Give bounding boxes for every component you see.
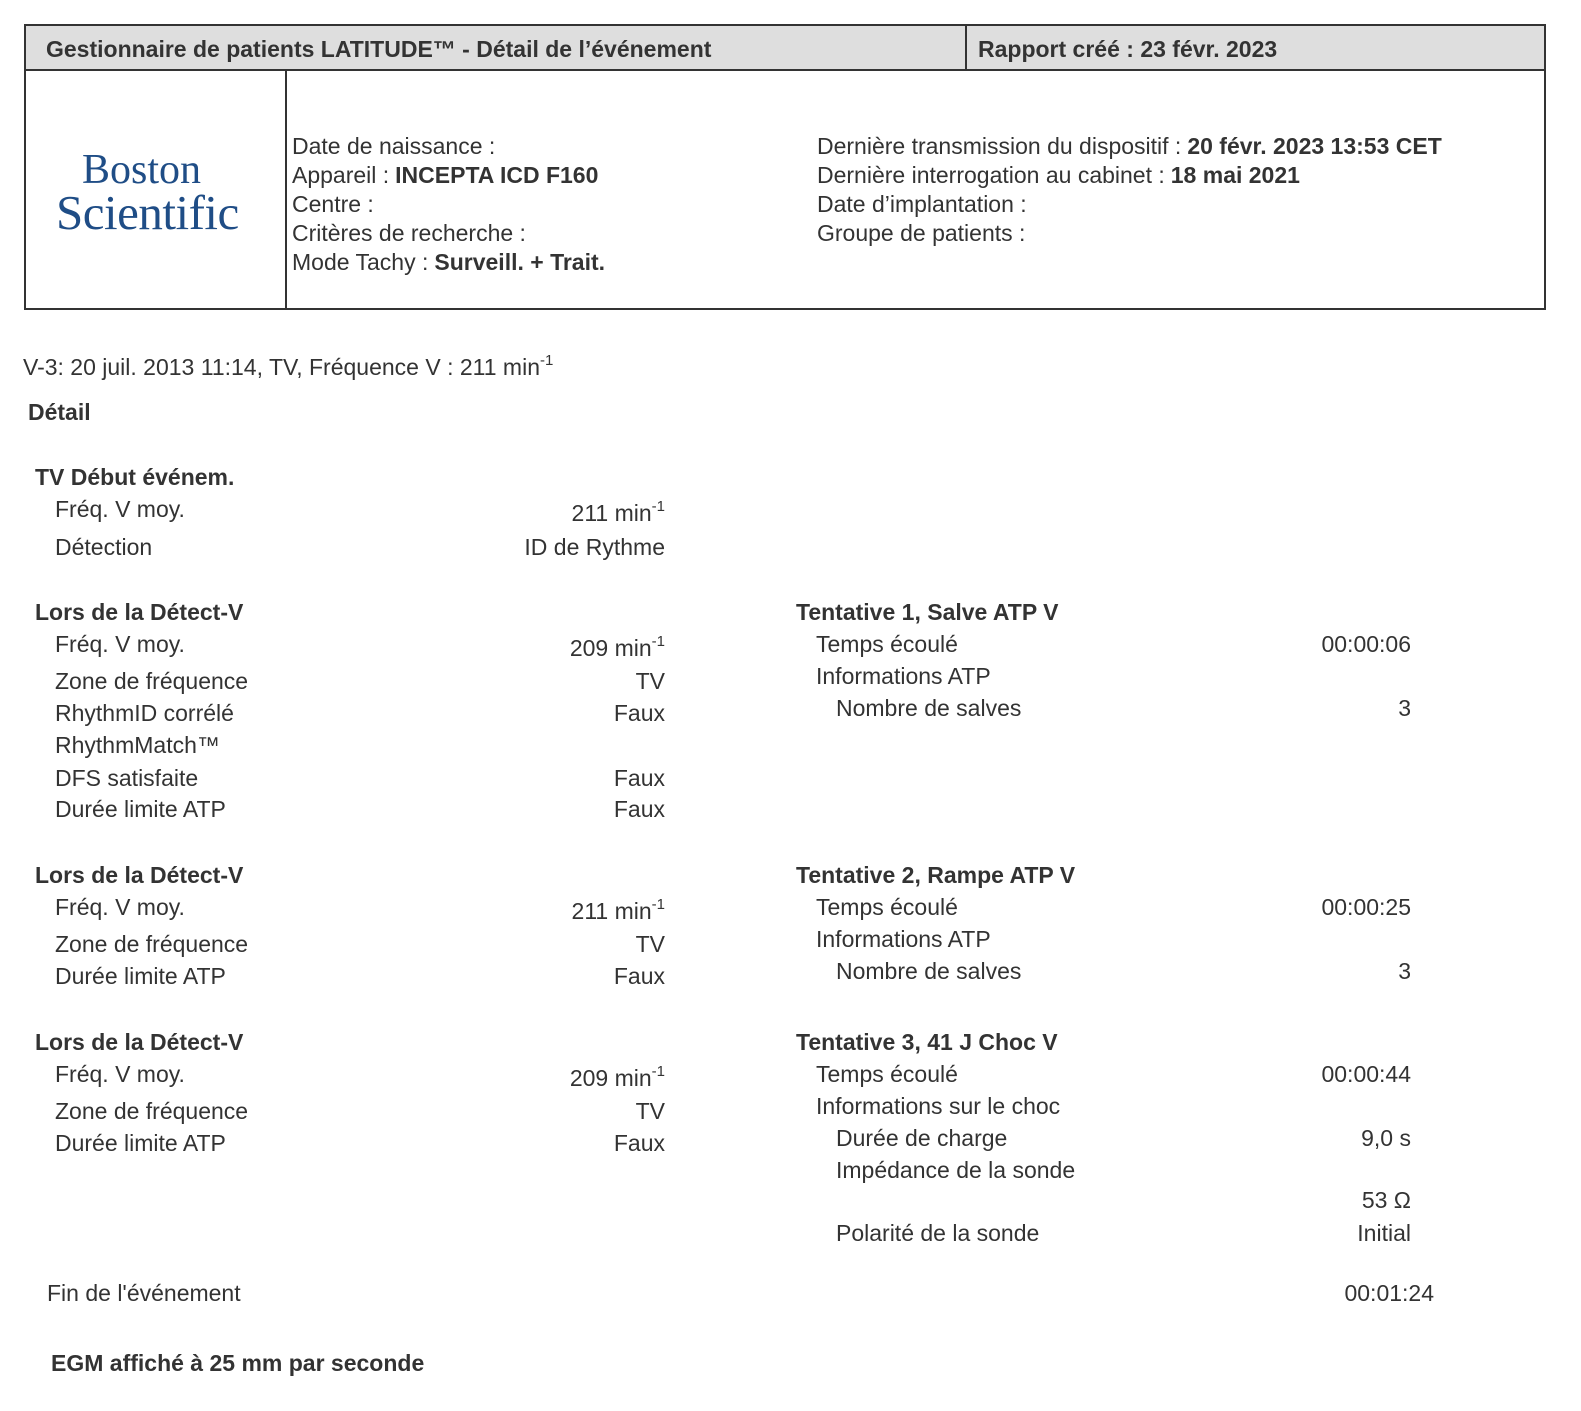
attempt2-info-label: Informations ATP [816,926,991,952]
detect3-heading: Lors de la Détect-V [35,1029,244,1055]
onset-detection-label: Détection [55,534,153,560]
attempt1-elapsed-label: Temps écoulé [816,631,958,657]
title-divider [965,26,967,69]
detect2-atp-timeout-value: Faux [613,963,665,989]
boston-scientific-logo: Boston Scientific [56,147,239,240]
attempt1-bursts-value: 3 [1398,695,1411,721]
detect3-zone-label: Zone de fréquence [55,1098,249,1124]
detect3-zone-value: TV [635,1098,665,1124]
attempt2-bursts-value: 3 [1398,958,1411,984]
attempt1-elapsed-value: 00:00:06 [1321,631,1411,657]
last-interrogation-row: Dernière interrogation au cabinet : 18 mai 2021 [817,162,1300,188]
attempt2-bursts-label: Nombre de salves [836,958,1022,984]
detect1-dfs-label: DFS satisfaite [55,765,199,791]
device-row: Appareil : INCEPTA ICD F160 [292,162,599,188]
attempt3-charge-label: Durée de charge [836,1125,1008,1151]
attempt2-elapsed-label: Temps écoulé [816,894,958,920]
attempt3-polarity-value: Initial [1357,1220,1411,1246]
detect1-zone-value: TV [635,668,665,694]
patient-group-row: Groupe de patients : [817,220,1026,246]
attempt3-polarity-label: Polarité de la sonde [836,1220,1040,1246]
event-title: V-3: 20 juil. 2013 11:14, TV, Fréquence V : 211 $\min^{-1}$ [23,352,554,380]
report-title: Gestionnaire de patients LATITUDE™ - Détail de l’événement [46,36,712,62]
implant-date-row: Date d’implantation : [817,191,1027,217]
detect2-heading: Lors de la Détect-V [35,862,244,888]
attempt3-heading: Tentative 3, 41 J Choc V [796,1029,1058,1055]
detect3-atp-timeout-label: Durée limite ATP [55,1130,226,1156]
report-created-date: Rapport créé : 23 févr. 2023 [978,36,1278,62]
detect1-rate-value: 209 $\min^{-1}$ [569,633,665,661]
detect2-zone-label: Zone de fréquence [55,931,249,957]
onset-detection-value: ID de Rythme [524,534,665,560]
detect1-rate-label: Fréq. V moy. [55,631,185,657]
attempt3-elapsed-label: Temps écoulé [816,1061,958,1087]
detect1-dfs-value: Faux [613,765,665,791]
detect2-atp-timeout-label: Durée limite ATP [55,963,226,989]
attempt3-info-label: Informations sur le choc [816,1093,1061,1119]
device-value: INCEPTA ICD F160 [395,162,599,188]
detect1-zone-label: Zone de fréquence [55,668,249,694]
attempt2-heading: Tentative 2, Rampe ATP V [796,862,1076,888]
attempt3-impedance-label: Impédance de la sonde [836,1157,1076,1183]
header-title-bar [26,26,1544,71]
detect3-rate-label: Fréq. V moy. [55,1061,185,1087]
event-end-value: 00:01:24 [1344,1280,1434,1306]
detect1-rhythmmatch-label: RhythmMatch™ [55,732,220,758]
patient-info-left [292,132,605,277]
tachy-mode-value: Surveill. + Trait. [434,249,606,275]
attempt1-info-label: Informations ATP [816,663,991,689]
birth-date-row: Date de naissance : [292,133,496,159]
detect1-atp-timeout-label: Durée limite ATP [55,796,226,822]
detect3-rate-value: 209 $\min^{-1}$ [569,1063,665,1091]
research-criteria-row: Critères de recherche : [292,220,526,246]
attempt3-impedance-value: 53 Ω [1361,1187,1411,1213]
device-info-right [817,132,1442,248]
onset-rate-value: 211 $\min^{-1}$ [571,498,665,526]
onset-heading: TV Début événem. [35,464,235,490]
detail-heading: Détail [28,399,91,425]
attempt3-elapsed-value: 00:00:44 [1321,1061,1411,1087]
detect1-atp-timeout-value: Faux [613,796,665,822]
attempt3-charge-value: 9,0 s [1361,1125,1411,1151]
event-end-label: Fin de l'événement [47,1280,241,1306]
detect1-rhythmid-label: RhythmID corrélé [55,700,234,726]
attempt1-bursts-label: Nombre de salves [836,695,1022,721]
detect2-rate-value: 211 $\min^{-1}$ [571,896,665,924]
tachy-mode-row: Mode Tachy : Surveill. + Trait. [292,249,606,275]
detect1-heading: Lors de la Détect-V [35,599,244,625]
detect3-atp-timeout-value: Faux [613,1130,665,1156]
logo-cell [26,71,287,310]
attempt1-heading: Tentative 1, Salve ATP V [796,599,1059,625]
detect1-rhythmid-value: Faux [613,700,665,726]
detect2-rate-label: Fréq. V moy. [55,894,185,920]
last-transmission-value: 20 févr. 2023 13:53 CET [1187,133,1442,159]
detect2-zone-value: TV [635,931,665,957]
egm-speed-label: EGM affiché à 25 mm par seconde [51,1350,425,1376]
last-transmission-row: Dernière transmission du dispositif : 20 févr. 2023 13:53 CET [817,133,1442,159]
last-interrogation-value: 18 mai 2021 [1170,162,1300,188]
attempt2-elapsed-value: 00:00:25 [1321,894,1411,920]
center-row: Centre : [292,191,374,217]
onset-rate-label: Fréq. V moy. [55,496,185,522]
